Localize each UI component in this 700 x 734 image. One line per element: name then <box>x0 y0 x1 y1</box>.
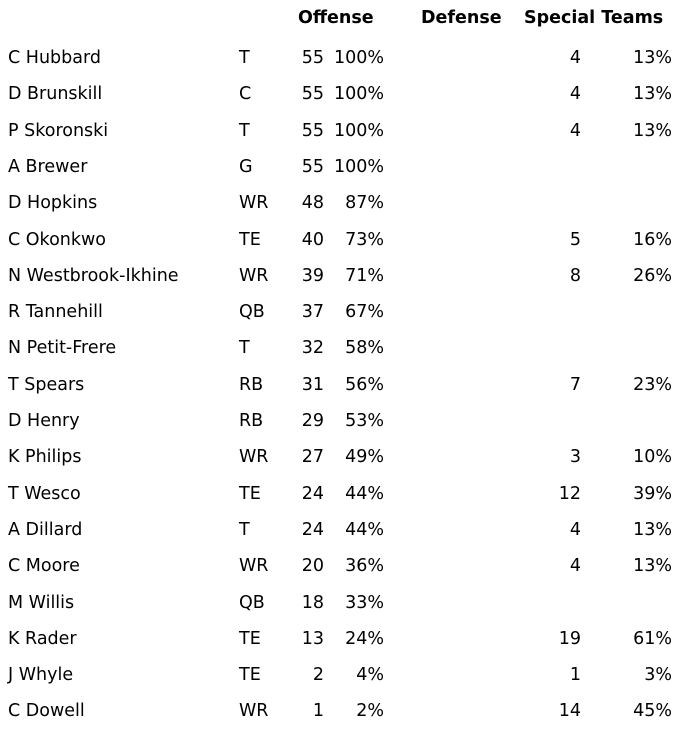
special-teams-snaps: 7 <box>569 374 581 395</box>
offense-snaps: 24 <box>301 483 324 504</box>
player-name: C Hubbard <box>8 48 101 68</box>
special-teams-percent: 45% <box>633 701 672 722</box>
special-teams-snaps: 1 <box>569 665 581 686</box>
player-name: N Petit-Frere <box>8 338 117 359</box>
special-teams-snaps: 12 <box>558 483 581 504</box>
player-name: K Philips <box>8 447 82 468</box>
offense-snaps: 31 <box>301 374 324 395</box>
player-position: QB <box>239 302 265 323</box>
offense-percent: 100% <box>333 156 384 177</box>
offense-percent: 44% <box>345 483 384 504</box>
player-position: WR <box>239 265 269 286</box>
special-teams-snaps: 4 <box>569 556 581 577</box>
player-position: C <box>239 84 252 105</box>
offense-snaps: 55 <box>301 84 324 105</box>
offense-snaps: 32 <box>301 338 324 359</box>
special-teams-percent: 61% <box>633 628 672 649</box>
offense-snaps: 2 <box>312 665 324 686</box>
offense-percent: 36% <box>345 556 384 577</box>
table-row <box>0 44 700 72</box>
player-position: RB <box>239 374 264 395</box>
table-row <box>0 262 700 290</box>
special-teams-percent: 16% <box>633 229 672 250</box>
player-position: QB <box>239 592 265 613</box>
special-teams-percent: 13% <box>633 519 672 540</box>
defense-header: Defense <box>421 8 502 28</box>
offense-snaps: 18 <box>301 592 324 613</box>
offense-percent: 56% <box>345 374 384 395</box>
table-row <box>0 226 700 254</box>
offense-snaps: 55 <box>301 156 324 177</box>
offense-percent: 100% <box>333 120 384 141</box>
player-position: WR <box>239 193 269 214</box>
table-row <box>0 516 700 544</box>
offense-percent: 73% <box>345 229 384 250</box>
player-name: D Brunskill <box>8 84 103 105</box>
player-name: C Okonkwo <box>8 229 107 250</box>
offense-percent: 71% <box>345 265 384 286</box>
player-position: T <box>239 48 250 68</box>
offense-snaps: 13 <box>301 628 324 649</box>
special-teams-snaps: 19 <box>558 628 581 649</box>
offense-snaps: 55 <box>301 48 324 68</box>
player-position: T <box>239 120 250 141</box>
player-position: TE <box>239 665 261 686</box>
table-row <box>0 189 700 217</box>
special-teams-snaps: 4 <box>569 120 581 141</box>
player-name: J Whyle <box>8 665 74 686</box>
special-teams-snaps: 5 <box>569 229 581 250</box>
offense-snaps: 29 <box>301 411 324 431</box>
special-teams-percent: 39% <box>633 483 672 504</box>
offense-percent: 58% <box>345 338 384 359</box>
special-teams-snaps: 4 <box>569 48 581 68</box>
offense-percent: 44% <box>345 519 384 540</box>
offense-percent: 67% <box>345 302 384 323</box>
offense-percent: 2% <box>356 701 384 722</box>
table-row <box>0 371 700 399</box>
player-position: WR <box>239 701 269 722</box>
table-row <box>0 552 700 580</box>
special-teams-snaps: 14 <box>558 701 581 722</box>
player-position: TE <box>239 628 261 649</box>
player-name: T Spears <box>8 374 85 395</box>
offense-snaps: 27 <box>301 447 324 468</box>
special-teams-snaps: 4 <box>569 84 581 105</box>
player-position: T <box>239 338 250 359</box>
player-name: D Hopkins <box>8 193 98 214</box>
offense-snaps: 55 <box>301 120 324 141</box>
offense-snaps: 40 <box>301 229 324 250</box>
player-name: C Dowell <box>8 701 85 722</box>
player-name: P Skoronski <box>8 120 109 141</box>
player-name: M Willis <box>8 592 75 613</box>
table-row <box>0 443 700 471</box>
offense-snaps: 37 <box>301 302 324 323</box>
offense-header: Offense <box>298 8 374 28</box>
offense-snaps: 24 <box>301 519 324 540</box>
player-position: TE <box>239 483 261 504</box>
offense-percent: 100% <box>333 84 384 105</box>
special-teams-percent: 23% <box>633 374 672 395</box>
offense-percent: 87% <box>345 193 384 214</box>
player-position: RB <box>239 411 264 431</box>
special-teams-percent: 26% <box>633 265 672 286</box>
table-row <box>0 589 700 617</box>
offense-percent: 4% <box>356 665 384 686</box>
table-row <box>0 80 700 108</box>
player-name: T Wesco <box>8 483 81 504</box>
table-row <box>0 153 700 181</box>
special-teams-snaps: 3 <box>569 447 581 468</box>
table-row <box>0 480 700 508</box>
table-row <box>0 661 700 689</box>
special-teams-percent: 13% <box>633 48 672 68</box>
special-teams-percent: 13% <box>633 120 672 141</box>
offense-snaps: 39 <box>301 265 324 286</box>
offense-percent: 53% <box>345 411 384 431</box>
player-position: G <box>239 156 253 177</box>
special-teams-header: Special Teams <box>524 8 664 28</box>
special-teams-percent: 13% <box>633 556 672 577</box>
player-position: WR <box>239 447 269 468</box>
player-name: A Dillard <box>8 519 83 540</box>
player-position: T <box>239 519 250 540</box>
table-row <box>0 407 700 435</box>
player-name: K Rader <box>8 628 77 649</box>
special-teams-percent: 13% <box>633 84 672 105</box>
player-position: TE <box>239 229 261 250</box>
offense-snaps: 1 <box>312 701 324 722</box>
offense-percent: 24% <box>345 628 384 649</box>
player-position: WR <box>239 556 269 577</box>
special-teams-percent: 3% <box>644 665 672 686</box>
offense-snaps: 48 <box>301 193 324 214</box>
player-name: R Tannehill <box>8 302 103 323</box>
table-row <box>0 298 700 326</box>
table-row <box>0 117 700 145</box>
offense-percent: 49% <box>345 447 384 468</box>
table-row <box>0 697 700 725</box>
offense-percent: 100% <box>333 48 384 68</box>
player-name: N Westbrook-Ikhine <box>8 265 179 286</box>
offense-snaps: 20 <box>301 556 324 577</box>
table-row <box>0 334 700 362</box>
player-name: C Moore <box>8 556 80 577</box>
player-name: D Henry <box>8 411 80 431</box>
table-row <box>0 625 700 653</box>
player-name: A Brewer <box>8 156 88 177</box>
special-teams-snaps: 8 <box>569 265 581 286</box>
special-teams-percent: 10% <box>633 447 672 468</box>
offense-percent: 33% <box>345 592 384 613</box>
special-teams-snaps: 4 <box>569 519 581 540</box>
